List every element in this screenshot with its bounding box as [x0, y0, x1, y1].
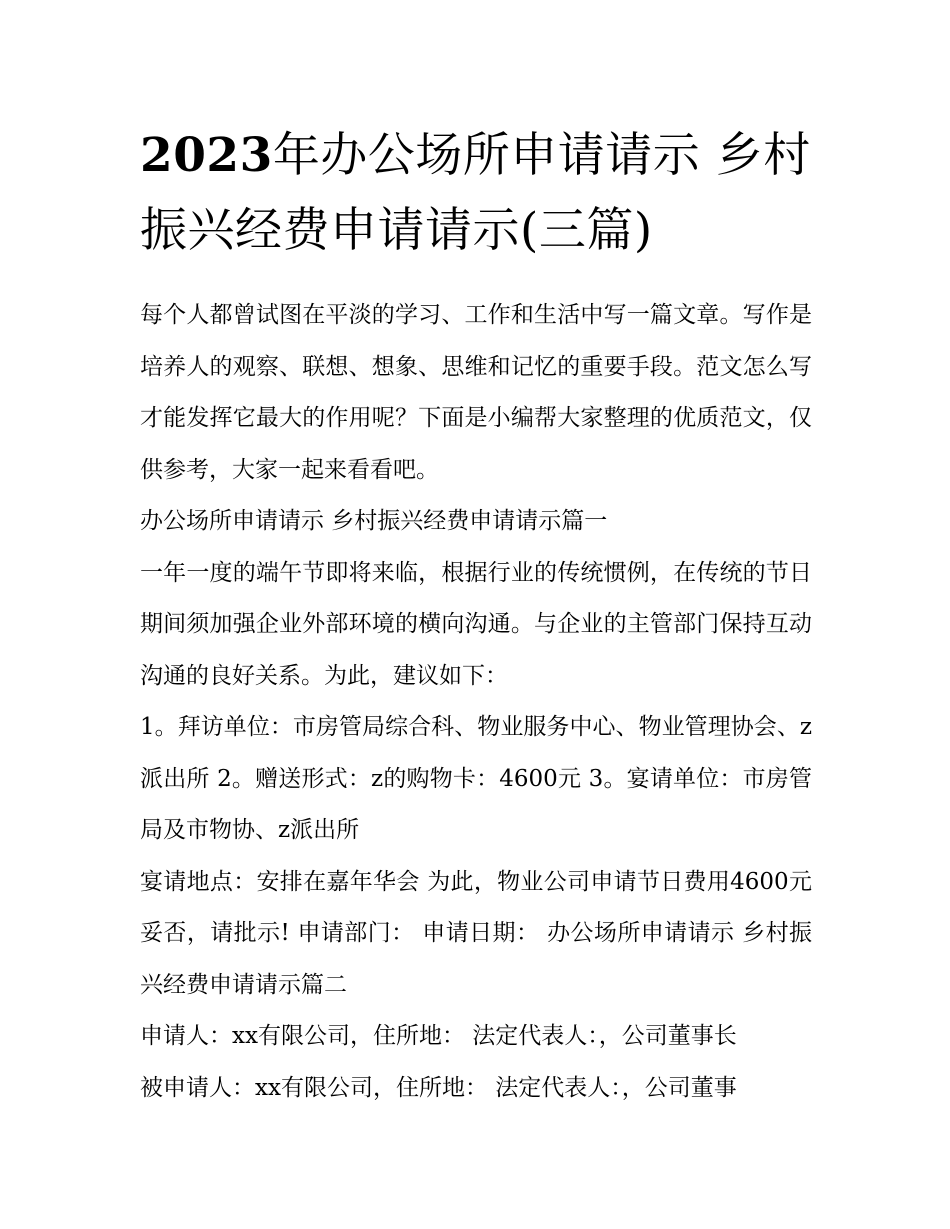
body-paragraph: 1。拜访单位：市房管局综合科、物业服务中心、物业管理协会、z派出所 2。赠送形式：z的购物卡：4600元 3。宴请单位：市房管局及市物协、z派出所 [140, 714, 812, 843]
body-paragraph: 被申请人：xx有限公司，住所地： 法定代表人：，公司董事 [140, 1074, 737, 1101]
intro-paragraph: 每个人都曾试图在平淡的学习、工作和生活中写一篇文章。写作是培养人的观察、联想、想象、思维和记忆的重要手段。范文怎么写才能发挥它最大的作用呢？下面是小编帮大家整理的优质范文，仅供参考，大家一起来看看吧。 [140, 302, 812, 483]
body-paragraph: 申请人：xx有限公司，住所地： 法定代表人：，公司董事长 [140, 1023, 737, 1049]
title-year: 2023 [140, 128, 273, 183]
title-text: 年办公场所申请请示 乡村振兴经费申请请示(三篇) [140, 128, 811, 258]
body-paragraph: 一年一度的端午节即将来临，根据行业的传统惯例，在传统的节日期间须加强企业外部环境的横向沟通。与企业的主管部门保持互动沟通的良好关系。为此，建议如下： [140, 559, 812, 689]
document-content [140, 118, 812, 1114]
document-body [140, 290, 812, 1114]
section-heading-1: 办公场所申请请示 乡村振兴经费申请请示篇一 [140, 508, 608, 534]
body-paragraph: 宴请地点：安排在嘉年华会 为此，物业公司申请节日费用4600元妥否，请批示! 申请部门： 申请日期： 办公场所申请请示 乡村振兴经费申请请示篇二 [140, 868, 812, 998]
document-title [140, 118, 812, 268]
